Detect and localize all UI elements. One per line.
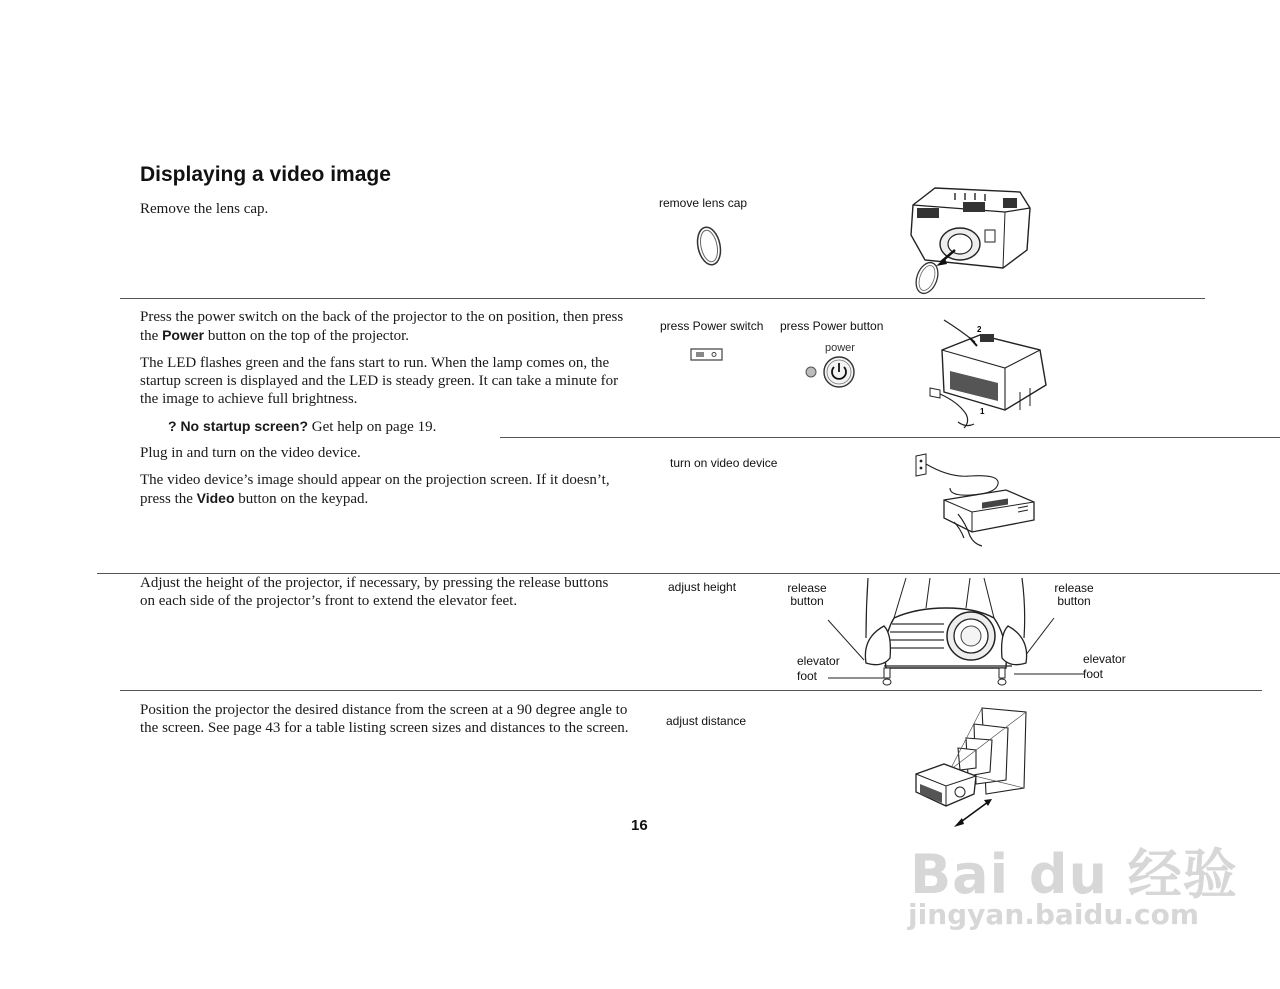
section-video-device [140,444,620,517]
page-title: Displaying a video image [140,163,391,186]
step-1-label: 1 [980,407,985,416]
elevator-foot-leader-lines [826,670,1086,690]
watermark-logo: Bai du 经验 [910,843,1238,906]
led-description: The LED flashes green and the fans start to run. When the lamp comes on, the startup screen is displayed and the LED is steady green. It can take a minute for the image to achieve full brightness. [140,355,619,407]
section-divider [120,298,1205,299]
caption-release-button-right: release button [1054,581,1094,608]
instruction-text: The video device’s image should appear on the projection screen. If it doesn’t, press the Video button on the keypad. [140,472,610,507]
projector-lens-cap-illustration [905,180,1035,295]
section-adjust-distance [140,701,630,746]
caption-adjust-height: adjust height [668,580,737,594]
help-note: ? No startup screen? Get help on page 19. [168,418,437,435]
caption-press-power-button: press Power button [780,319,884,333]
instruction-text: Remove the lens cap. [140,201,269,217]
projector-distance-illustration [910,700,1040,830]
caption-adjust-distance: adjust distance [666,714,747,728]
instruction-text: Plug in and turn on the video device. [140,445,361,461]
instruction-text: Press the power switch on the back of the projector to the on position, then press the Power button on the top of the projector. [140,309,624,344]
caption-release-button-left: release button [787,581,827,608]
page-number: 16 [631,817,648,834]
instruction-text: Position the projector the desired distance from the screen at a 90 degree angle to the screen. See page 43 for a table listing screen sizes and distances to the screen. [140,702,629,736]
watermark-url: jingyan.baidu.com [908,898,1200,931]
power-label: power [825,342,855,354]
video-device-illustration [910,448,1040,548]
power-switch-icon [690,348,724,362]
caption-remove-lens-cap: remove lens cap [659,196,748,210]
section-divider [120,690,1262,691]
power-button-icon [802,354,862,394]
caption-elevator-foot-right: elevator foot [1083,652,1126,681]
caption-turn-on-video-device: turn on video device [670,456,778,470]
section-remove-lens-cap [140,200,620,227]
caption-elevator-foot-left: elevator foot [797,654,840,683]
section-power-on [140,308,625,445]
section-adjust-height [140,574,625,619]
instruction-text: Adjust the height of the projector, if necessary, by pressing the release buttons on each side of the projector’s front to extend the elevator feet. [140,575,609,609]
caption-press-power-switch: press Power switch [660,319,764,333]
section-divider [500,437,1280,438]
lens-cap-illustration [690,222,730,272]
step-2-label: 2 [977,325,982,334]
projector-power-illustration [930,310,1055,435]
